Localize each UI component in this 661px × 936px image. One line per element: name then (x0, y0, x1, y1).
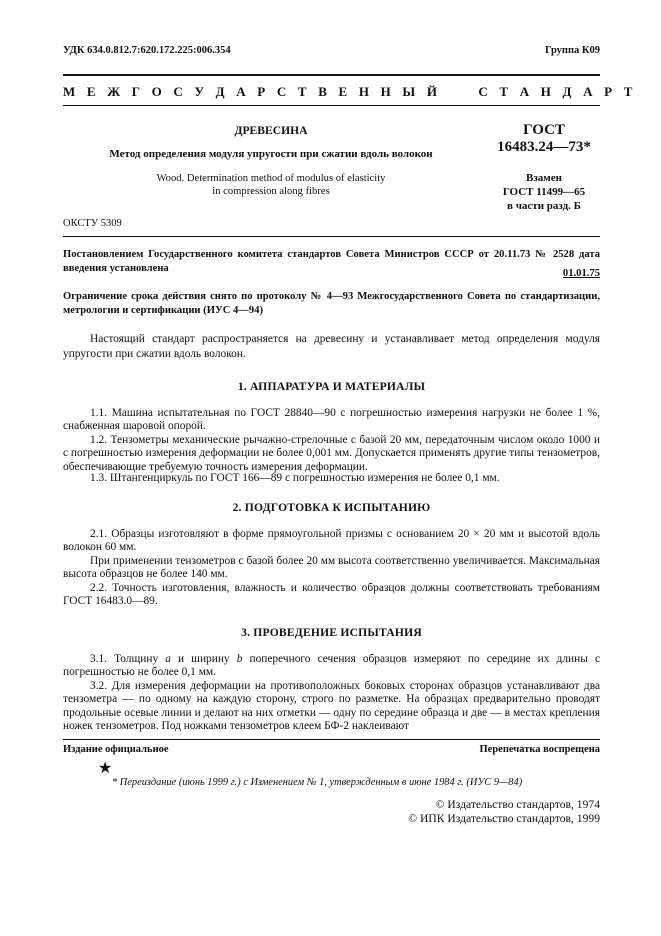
reprint-note: * Переиздание (июнь 1999 г.) с Изменением № 1, утвержденным в июне 1984 г. (ИУС 9—84) (112, 777, 523, 788)
footer-rule (63, 739, 600, 740)
section2-paragraph3: 2.2. Точность изготовления, влажность и количество образцов должны соответствовать требованиям ГОСТ 16483.0—89. (63, 582, 600, 608)
intro-paragraph: Настоящий стандарт распространяется на древесину и устанавливает метод определения модуля упругости при сжатии вдоль волокон. (63, 333, 600, 360)
reprint-prohibited: Перепечатка воспрещена (479, 744, 600, 755)
section3-p1-text-a: 3.1. Толщину (90, 653, 166, 665)
udk-code: УДК 634.0.812.7:620.172.225:006.354 (63, 45, 231, 56)
section3-p1-text-b: и ширину (170, 653, 237, 665)
section3-p1-text-c: поперечного сечения образцов измеряют по середине их длины с погрешностью не более 0,1 мм. (63, 653, 600, 679)
okstu-code: ОКСТУ 5309 (63, 218, 122, 229)
star-icon: ★ (98, 758, 113, 777)
top-rule (63, 74, 600, 76)
copyright-1974: © Издательство стандартов, 1974 (435, 798, 600, 811)
section2-heading: 2. ПОДГОТОВКА К ИСПЫТАНИЮ (232, 501, 431, 514)
variable-b: b (236, 653, 243, 665)
title-english-line2: in compression along fibres (212, 186, 330, 197)
replaces-label: Взамен (526, 172, 562, 184)
title-english-line1: Wood. Determination method of modulus of elasticity (156, 173, 386, 184)
section1-paragraph3: 1.3. Штангенциркуль по ГОСТ 166—89 с погрешностью измерения не более 0,1 мм. (90, 472, 500, 484)
section2-paragraph2: При применении тензометров с базой более 20 мм высота соответственно увеличивается. Максимальная высота образцов не более 140 мм. (63, 555, 600, 581)
section1-heading: 1. АППАРАТУРА И МАТЕРИАЛЫ (237, 380, 426, 393)
copyright-1999: © ИПК Издательство стандартов, 1999 (408, 812, 600, 825)
document-title: ДРЕВЕСИНА (234, 124, 308, 137)
gost-label: ГОСТ (523, 122, 565, 138)
section2-paragraph1: 2.1. Образцы изготовляют в форме прямоугольной призмы с основанием 20 × 20 мм и высотой вдоль волокон 60 мм. (63, 528, 600, 554)
replaces-part: в части разд. Б (507, 200, 581, 212)
group-code: Группа К09 (544, 45, 600, 56)
section3-paragraph2: 3.2. Для измерения деформации на противоположных боковых сторонах образцов устанавливают два тензометра — по одному на каждую сторону, строго по разметке. На образцах предварительно проводят продольные осевые линии и делают на них отметки — одну по середине образца и две — в местах крепления ножек тензометров. Под ножками тензометров клеем БФ-2 наклеивают (63, 680, 600, 733)
replaces-gost: ГОСТ 11499—65 (502, 186, 586, 198)
section3-paragraph1 (63, 653, 600, 680)
gost-number: 16483.24—73* (497, 139, 591, 155)
limit-text: Ограничение срока действия снято по протоколу № 4—93 Межгосударственного Совета по стандартизации, метрологии и сертификации (ИУС 4—94) (63, 291, 600, 316)
section1-paragraph2: 1.2. Тензометры механические рычажно-стрелочные с базой 20 мм, передаточным числом около 1000 и с погрешностью измерения деформации не более 0,001 мм. Допускается применять другие типы тензометров, обеспечивающие требуемую точность измерения деформации. (63, 434, 600, 473)
decree-text: Постановлением Государственного комитета стандартов Совета Министров СССР от 20.11.73 № 2528 дата введения установлена (63, 249, 600, 274)
section1-paragraph1: 1.1. Машина испытательная по ГОСТ 28840—90 с погрешностью измерения нагрузки не более 1 %, снабженная шаровой опорой. (63, 407, 600, 433)
variable-a: a (165, 653, 171, 665)
section3-heading: 3. ПРОВЕДЕНИЕ ИСПЫТАНИЯ (241, 626, 422, 639)
official-edition: Издание официальное (63, 744, 169, 755)
interstate-standard-banner: М Е Ж Г О С У Д А Р С Т В Е Н Н Ы Й С Т А Н Д А Р Т (63, 84, 637, 99)
decree-date: 01.01.75 (562, 268, 600, 279)
title-rule (63, 236, 600, 237)
banner-rule (63, 105, 600, 106)
document-subtitle: Метод определения модуля упругости при сжатии вдоль волокон (109, 148, 433, 160)
